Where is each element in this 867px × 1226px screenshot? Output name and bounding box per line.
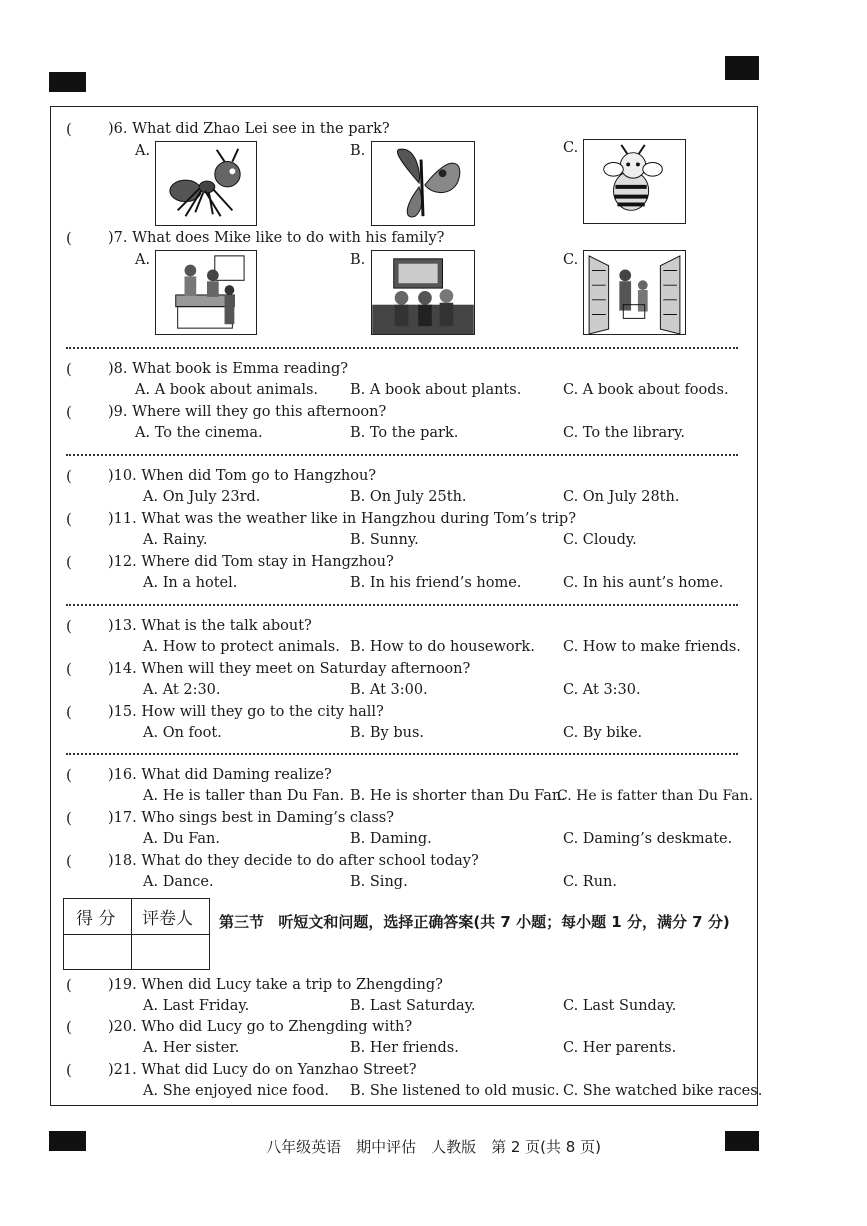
- option-a[interactable]: A. How to protect animals.: [143, 639, 340, 655]
- answer-paren[interactable]: (: [66, 120, 72, 138]
- option-c[interactable]: C. Her parents.: [563, 1040, 677, 1056]
- option-b[interactable]: B. At 3:00.: [350, 682, 428, 698]
- question-text: )13. What is the talk about?: [108, 618, 312, 634]
- question-text: )12. Where did Tom stay in Hangzhou?: [108, 554, 394, 570]
- option-a[interactable]: A. A book about animals.: [135, 382, 319, 398]
- option-b[interactable]: B. A book about plants.: [350, 382, 522, 398]
- option-c[interactable]: C. To the library.: [563, 425, 685, 441]
- question-text: )10. When did Tom go to Hangzhou?: [108, 468, 377, 484]
- option-a[interactable]: A. On foot.: [143, 725, 222, 741]
- question-text: )11. What was the weather like in Hangzhou during Tom’s trip?: [108, 511, 576, 527]
- question-text: )9. Where will they go this afternoon?: [108, 404, 387, 420]
- answer-paren[interactable]: (: [66, 229, 72, 247]
- option-label: B.: [350, 143, 366, 159]
- option-b[interactable]: B. By bus.: [350, 725, 425, 741]
- option-label: A.: [135, 252, 151, 268]
- shopping-picture[interactable]: [583, 250, 686, 335]
- option-a[interactable]: A. She enjoyed nice food.: [143, 1083, 329, 1099]
- grader-label: 评卷人: [142, 909, 193, 929]
- option-b[interactable]: B. She listened to old music.: [350, 1083, 560, 1099]
- option-label: A.: [135, 143, 151, 159]
- answer-paren[interactable]: (: [66, 1061, 72, 1079]
- option-a[interactable]: A. Rainy.: [143, 532, 208, 548]
- question-text: )21. What did Lucy do on Yanzhao Street?: [108, 1062, 417, 1078]
- option-a[interactable]: A. Last Friday.: [143, 998, 250, 1014]
- option-b[interactable]: B. In his friend’s home.: [350, 575, 522, 591]
- question-text: )6. What did Zhao Lei see in the park?: [108, 121, 390, 137]
- answer-paren[interactable]: (: [66, 510, 72, 528]
- option-b[interactable]: B. Sunny.: [350, 532, 419, 548]
- page-footer: 八年级英语 期中评估 人教版 第 2 页(共 8 页): [266, 1138, 601, 1156]
- option-c[interactable]: C. Daming’s deskmate.: [563, 831, 733, 847]
- question-text: )15. How will they go to the city hall?: [108, 704, 384, 720]
- option-c[interactable]: C. She watched bike races.: [563, 1083, 763, 1099]
- section-3-instruction: 听短文和问题，选择正确答案(共 7 小题；每小题 1 分，满分 7 分): [278, 913, 730, 931]
- answer-paren[interactable]: (: [66, 1018, 72, 1036]
- answer-paren[interactable]: (: [66, 703, 72, 721]
- registration-mark-top-right: [725, 56, 759, 80]
- option-c[interactable]: C. A book about foods.: [563, 382, 729, 398]
- option-label: C.: [563, 140, 579, 156]
- cooking-picture[interactable]: [155, 250, 257, 335]
- option-c[interactable]: C. Run.: [563, 874, 617, 890]
- answer-paren[interactable]: (: [66, 360, 72, 378]
- answer-paren[interactable]: (: [66, 660, 72, 678]
- question-text: )8. What book is Emma reading?: [108, 361, 349, 377]
- option-b[interactable]: B. To the park.: [350, 425, 459, 441]
- section-divider: [66, 753, 738, 755]
- option-a[interactable]: A. Du Fan.: [143, 831, 220, 847]
- section-divider: [66, 347, 738, 349]
- section-divider: [66, 604, 738, 606]
- option-c[interactable]: C. In his aunt’s home.: [563, 575, 724, 591]
- option-b[interactable]: B. Sing.: [350, 874, 408, 890]
- option-a[interactable]: A. Dance.: [143, 874, 214, 890]
- option-a[interactable]: A. He is taller than Du Fan.: [143, 788, 345, 804]
- option-label: C.: [563, 252, 579, 268]
- question-text: )20. Who did Lucy go to Zhengding with?: [108, 1019, 413, 1035]
- section-3-header: [219, 912, 751, 933]
- question-text: )7. What does Mike like to do with his family?: [108, 230, 445, 246]
- score-box-divider: [131, 899, 132, 969]
- score-label: 得 分: [76, 909, 116, 929]
- answer-paren[interactable]: (: [66, 809, 72, 827]
- option-b[interactable]: B. Her friends.: [350, 1040, 459, 1056]
- option-a[interactable]: A. On July 23rd.: [143, 489, 261, 505]
- answer-paren[interactable]: (: [66, 553, 72, 571]
- registration-mark-top-left: [49, 72, 86, 92]
- answer-paren[interactable]: (: [66, 766, 72, 784]
- answer-paren[interactable]: (: [66, 617, 72, 635]
- watching-tv-picture[interactable]: [371, 250, 475, 335]
- option-b[interactable]: B. Daming.: [350, 831, 432, 847]
- ant-picture[interactable]: [155, 141, 257, 226]
- option-c[interactable]: C. By bike.: [563, 725, 643, 741]
- section-3-title: 第三节: [219, 913, 265, 931]
- option-b[interactable]: B. On July 25th.: [350, 489, 467, 505]
- answer-paren[interactable]: (: [66, 976, 72, 994]
- option-c[interactable]: C. How to make friends.: [563, 639, 741, 655]
- score-box-divider: [64, 934, 209, 935]
- option-b[interactable]: B. Last Saturday.: [350, 998, 476, 1014]
- option-c[interactable]: C. Last Sunday.: [563, 998, 677, 1014]
- option-b[interactable]: B. He is shorter than Du Fan.: [350, 788, 566, 804]
- question-text: )16. What did Daming realize?: [108, 767, 332, 783]
- option-label: B.: [350, 252, 366, 268]
- question-text: )17. Who sings best in Daming’s class?: [108, 810, 394, 826]
- bee-picture[interactable]: [583, 139, 686, 224]
- score-box: [63, 898, 210, 970]
- option-a[interactable]: A. To the cinema.: [135, 425, 263, 441]
- option-b[interactable]: B. How to do housework.: [350, 639, 535, 655]
- option-c[interactable]: C. Cloudy.: [563, 532, 637, 548]
- option-c[interactable]: C. At 3:30.: [563, 682, 641, 698]
- option-c[interactable]: C. He is fatter than Du Fan.: [557, 788, 754, 804]
- section-divider: [66, 454, 738, 456]
- option-a[interactable]: A. Her sister.: [143, 1040, 240, 1056]
- answer-paren[interactable]: (: [66, 852, 72, 870]
- butterfly-picture[interactable]: [371, 141, 475, 226]
- answer-paren[interactable]: (: [66, 467, 72, 485]
- question-text: )19. When did Lucy take a trip to Zhengding?: [108, 977, 443, 993]
- option-a[interactable]: A. At 2:30.: [143, 682, 221, 698]
- option-c[interactable]: C. On July 28th.: [563, 489, 680, 505]
- answer-paren[interactable]: (: [66, 403, 72, 421]
- question-text: )14. When will they meet on Saturday afternoon?: [108, 661, 471, 677]
- option-a[interactable]: A. In a hotel.: [143, 575, 238, 591]
- question-text: )18. What do they decide to do after school today?: [108, 853, 479, 869]
